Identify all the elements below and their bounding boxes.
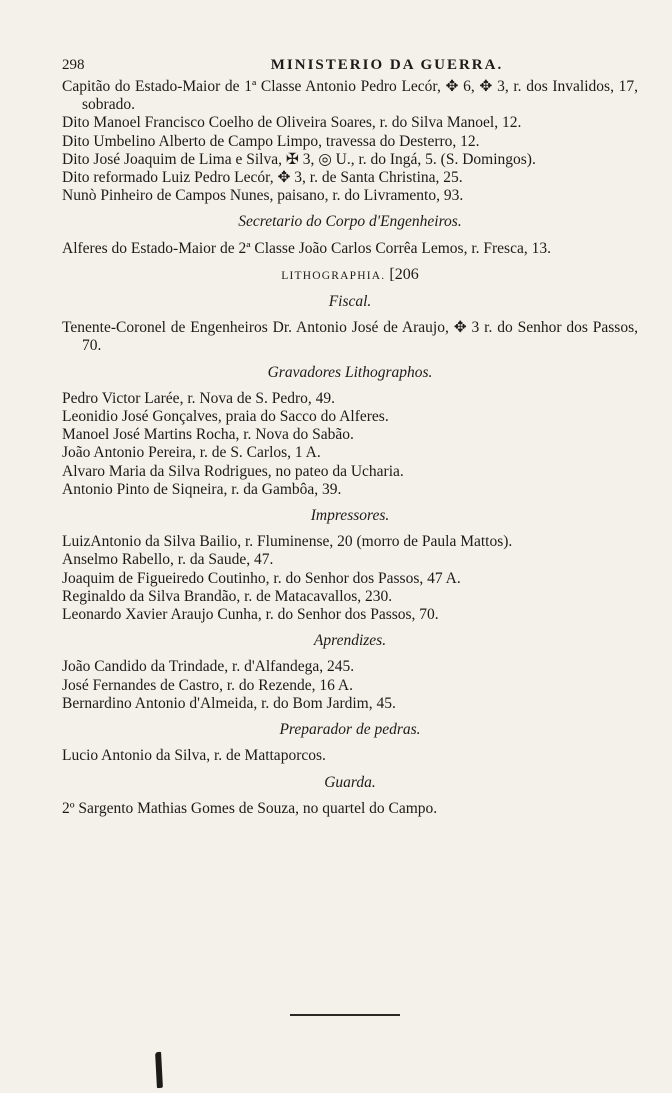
running-title: MINISTERIO DA GUERRA.	[270, 57, 504, 73]
list-item: Lucio Antonio da Silva, r. de Mattaporcos.	[62, 747, 326, 765]
list-item: José Fernandes de Castro, r. do Rezende, 16 A.	[62, 676, 353, 694]
list-item: Nunò Pinheiro de Campos Nunes, paisano, r. do Livramento, 93.	[62, 187, 464, 205]
list-item: Capitão do Estado-Maior de 1ª Classe Antonio Pedro Lecór, ✥ 6, ✥ 3, r. dos Invalidos, 17, sobrado.	[62, 78, 638, 114]
section-heading-guarda: Guarda.	[324, 773, 376, 791]
list-item: Dito Umbelino Alberto de Campo Limpo, travessa do Desterro, 12.	[62, 132, 480, 150]
list-item: Anselmo Rabello, r. da Saude, 47.	[62, 551, 274, 569]
section-heading-preparador: Preparador de pedras.	[279, 721, 421, 739]
list-item: Reginaldo da Silva Brandão, r. de Matacavallos, 230.	[62, 587, 393, 605]
list-item: Dito Manoel Francisco Coelho de Oliveira Soares, r. do Silva Manoel, 12.	[62, 114, 522, 132]
list-item: Manoel José Martins Rocha, r. Nova do Sabão.	[62, 426, 354, 444]
list-item: Pedro Victor Larée, r. Nova de S. Pedro, 49.	[62, 389, 335, 407]
list-item: LuizAntonio da Silva Bailio, r. Fluminense, 20 (morro de Paula Mattos).	[62, 533, 513, 551]
lithographia-title: LITHOGRAPHIA.	[281, 269, 386, 282]
list-item: Alferes do Estado-Maior de 2ª Classe João Carlos Corrêa Lemos, r. Fresca, 13.	[62, 239, 551, 257]
list-item: João Candido da Trindade, r. d'Alfandega, 245.	[62, 658, 355, 676]
list-item: Bernardino Antonio d'Almeida, r. do Bom Jardim, 45.	[62, 694, 396, 712]
list-item: Alvaro Maria da Silva Rodrigues, no pateo da Ucharia.	[62, 462, 404, 480]
ink-mark	[155, 1052, 163, 1088]
section-heading-aprendizes: Aprendizes.	[313, 632, 387, 650]
section-heading-gravadores: Gravadores Lithographos.	[267, 363, 433, 381]
lithographia-number: [206	[389, 265, 419, 283]
list-item: Leonidio José Gonçalves, praia do Sacco do Alferes.	[62, 408, 389, 426]
list-item: Antonio Pinto de Siqneira, r. da Gambôa, 39.	[62, 480, 342, 498]
engineers-list	[62, 78, 638, 205]
section-heading-impressores: Impressores.	[310, 507, 390, 525]
closing-rule	[290, 1014, 400, 1016]
list-item: Leonardo Xavier Araujo Cunha, r. do Senhor dos Passos, 70.	[62, 606, 439, 624]
section-heading-lithographia	[62, 266, 638, 285]
page-header	[62, 54, 662, 76]
list-item: Joaquim de Figueiredo Coutinho, r. do Senhor dos Passos, 47 A.	[62, 569, 461, 587]
list-item: 2º Sargento Mathias Gomes de Souza, no quartel do Campo.	[62, 799, 438, 817]
list-item: Tenente-Coronel de Engenheiros Dr. Antonio José de Araujo, ✥ 3 r. do Senhor dos Passos, 70.	[62, 319, 638, 355]
section-heading-secretario: Secretario do Corpo d'Engenheiros.	[238, 213, 462, 231]
page-content	[62, 78, 638, 818]
section-heading-fiscal: Fiscal.	[328, 293, 372, 311]
list-item: João Antonio Pereira, r. de S. Carlos, 1 A.	[62, 444, 321, 462]
page-number: 298	[62, 57, 85, 73]
list-item: Dito reformado Luiz Pedro Lecór, ✥ 3, r. de Santa Christina, 25.	[62, 169, 463, 187]
list-item: Dito José Joaquim de Lima e Silva, ✠ 3, ◎ U., r. do Ingá, 5. (S. Domingos).	[62, 150, 536, 168]
